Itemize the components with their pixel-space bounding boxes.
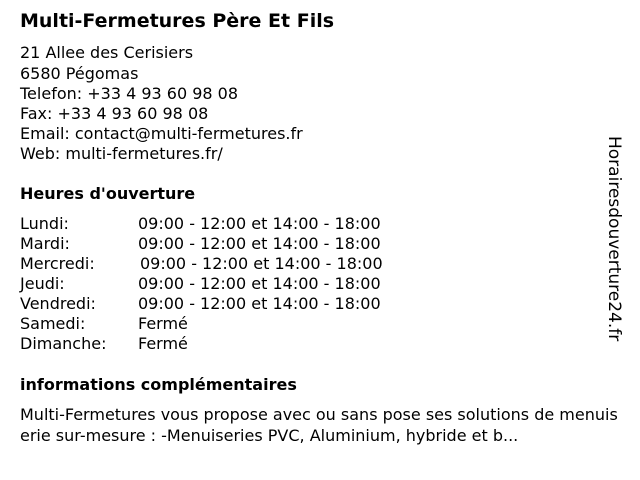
hours-value: 09:00 - 12:00 et 14:00 - 18:00: [138, 294, 381, 313]
web-line: Web: multi-fermetures.fr/: [20, 144, 223, 163]
hours-row-mercredi: [20, 254, 440, 274]
address-city: 6580 Pégomas: [20, 64, 139, 83]
day-label: Vendredi:: [20, 294, 96, 313]
hours-row-lundi: [20, 214, 440, 234]
hours-value: 09:00 - 12:00 et 14:00 - 18:00: [138, 234, 381, 253]
day-label: Dimanche:: [20, 334, 107, 353]
hours-value: Fermé: [138, 314, 188, 333]
info-heading: informations complémentaires: [20, 375, 297, 394]
day-label: Jeudi:: [20, 274, 65, 293]
hours-value: 09:00 - 12:00 et 14:00 - 18:00: [140, 254, 383, 273]
hours-row-vendredi: [20, 294, 440, 314]
hours-value: 09:00 - 12:00 et 14:00 - 18:00: [138, 214, 381, 233]
business-name: Multi-Fermetures Père Et Fils: [20, 10, 335, 32]
hours-row-dimanche: [20, 334, 440, 354]
hours-row-jeudi: [20, 274, 440, 294]
day-label: Mercredi:: [20, 254, 95, 273]
info-description: Multi-Fermetures vous propose avec ou sans pose ses solutions de menuiserie sur-mesure : -Menuiseries PVC, Aluminium, hybride et b...: [20, 405, 618, 445]
fax-line: Fax: +33 4 93 60 98 08: [20, 104, 209, 123]
hours-row-samedi: [20, 314, 440, 334]
site-watermark: Horairesdouverture24.fr: [604, 136, 624, 342]
day-label: Samedi:: [20, 314, 86, 333]
hours-value: 09:00 - 12:00 et 14:00 - 18:00: [138, 274, 381, 293]
day-label: Lundi:: [20, 214, 69, 233]
email-line: Email: contact@multi-fermetures.fr: [20, 124, 303, 143]
address-street: 21 Allee des Cerisiers: [20, 43, 194, 62]
day-label: Mardi:: [20, 234, 70, 253]
hours-value: Fermé: [138, 334, 188, 353]
hours-row-mardi: [20, 234, 440, 254]
telefon-line: Telefon: +33 4 93 60 98 08: [20, 84, 239, 103]
hours-heading: Heures d'ouverture: [20, 184, 196, 203]
